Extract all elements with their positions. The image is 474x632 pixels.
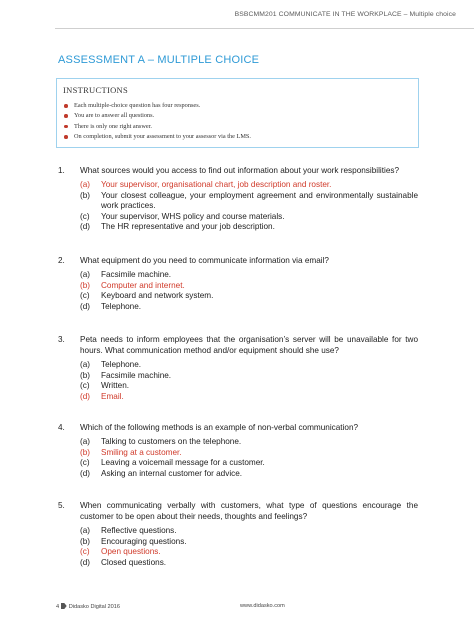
- page-header: [0, 0, 474, 26]
- answer-option-b[interactable]: (b) Your closest colleague, your employment agreement and environmentally sustainable work practices.: [80, 190, 418, 211]
- answer-option-c[interactable]: (c) Written.: [80, 381, 130, 391]
- question-text: What equipment do you need to communicate information via email?: [80, 256, 329, 265]
- question-number: 2.: [58, 256, 65, 265]
- page-number: 4: [56, 604, 60, 610]
- header-text: BSBCMM201 COMMUNICATE IN THE WORKPLACE – Multiple choice: [234, 11, 456, 18]
- answer-option-b[interactable]: (b) Smiling at a customer.: [80, 447, 182, 457]
- question-text: Which of the following methods is an example of non-verbal communication?: [80, 423, 359, 432]
- footer-copyright: Didasko Digital 2016: [68, 604, 120, 610]
- question-text: What sources would you access to find out information about your work responsibilities?: [80, 166, 400, 175]
- question-text: When communicating verbally with customers, what type of questions encourage the customer to be open about their needs, thoughts and feelings?: [80, 501, 418, 521]
- answer-options: [80, 360, 418, 402]
- bullet-icon: [64, 114, 68, 118]
- instruction-item: You are to answer all questions.: [63, 111, 251, 121]
- answer-options: [80, 526, 418, 568]
- answer-options: [80, 180, 418, 233]
- bullet-icon: [64, 104, 68, 108]
- instruction-item: On completion, submit your assessment to your assessor via the LMS.: [63, 132, 251, 142]
- question-number: 1.: [58, 166, 65, 175]
- answer-options: [80, 437, 418, 479]
- header-divider: [55, 28, 474, 29]
- answer-option-d[interactable]: (d) The HR representative and your job description.: [80, 222, 275, 232]
- instruction-item: There is only one right answer.: [63, 122, 251, 132]
- question-number: 3.: [58, 335, 65, 344]
- answer-option-a[interactable]: (a) Your supervisor, organisational chart, job description and roster.: [80, 180, 332, 189]
- instructions-box: [56, 78, 419, 148]
- answer-option-d[interactable]: (d) Closed questions.: [80, 557, 167, 567]
- answer-option-c[interactable]: (c) Your supervisor, WHS policy and course materials.: [80, 211, 285, 221]
- answer-option-b[interactable]: (b) Computer and internet.: [80, 280, 185, 290]
- bullet-icon: [64, 135, 68, 139]
- question-text: Peta needs to inform employees that the organisation’s server will be unavailable for two hours. What communication method and/or equipment should she use?: [80, 335, 418, 355]
- question-number: 5.: [58, 501, 65, 510]
- answer-option-d[interactable]: (d) Telephone.: [80, 301, 142, 311]
- answer-option-d[interactable]: (d) Asking an internal customer for advice.: [80, 468, 243, 478]
- page-title: ASSESSMENT A – MULTIPLE CHOICE: [58, 54, 260, 66]
- answer-option-b[interactable]: (b) Encouraging questions.: [80, 536, 187, 546]
- answer-option-a[interactable]: (a) Facsimile machine.: [80, 270, 172, 279]
- answer-option-b[interactable]: (b) Facsimile machine.: [80, 370, 172, 380]
- answer-option-a[interactable]: (a) Talking to customers on the telephone.: [80, 437, 242, 446]
- answer-option-c[interactable]: (c) Open questions.: [80, 547, 161, 557]
- answer-option-c[interactable]: (c) Keyboard and network system.: [80, 291, 214, 301]
- footer-left: [56, 603, 120, 610]
- instruction-item: Each multiple-choice question has four responses.: [63, 101, 251, 111]
- instructions-list: [63, 101, 251, 142]
- answer-option-a[interactable]: (a) Reflective questions.: [80, 526, 177, 535]
- answer-option-c[interactable]: (c) Leaving a voicemail message for a customer.: [80, 458, 265, 468]
- answer-option-a[interactable]: (a) Telephone.: [80, 360, 142, 369]
- answer-option-d[interactable]: (d) Email.: [80, 391, 124, 401]
- didasko-logo-icon: [61, 603, 67, 609]
- answer-options: [80, 270, 418, 312]
- footer-website: www.didasko.com: [240, 603, 285, 609]
- instructions-title: INSTRUCTIONS: [63, 85, 128, 95]
- question-number: 4.: [58, 423, 65, 432]
- bullet-icon: [64, 125, 68, 129]
